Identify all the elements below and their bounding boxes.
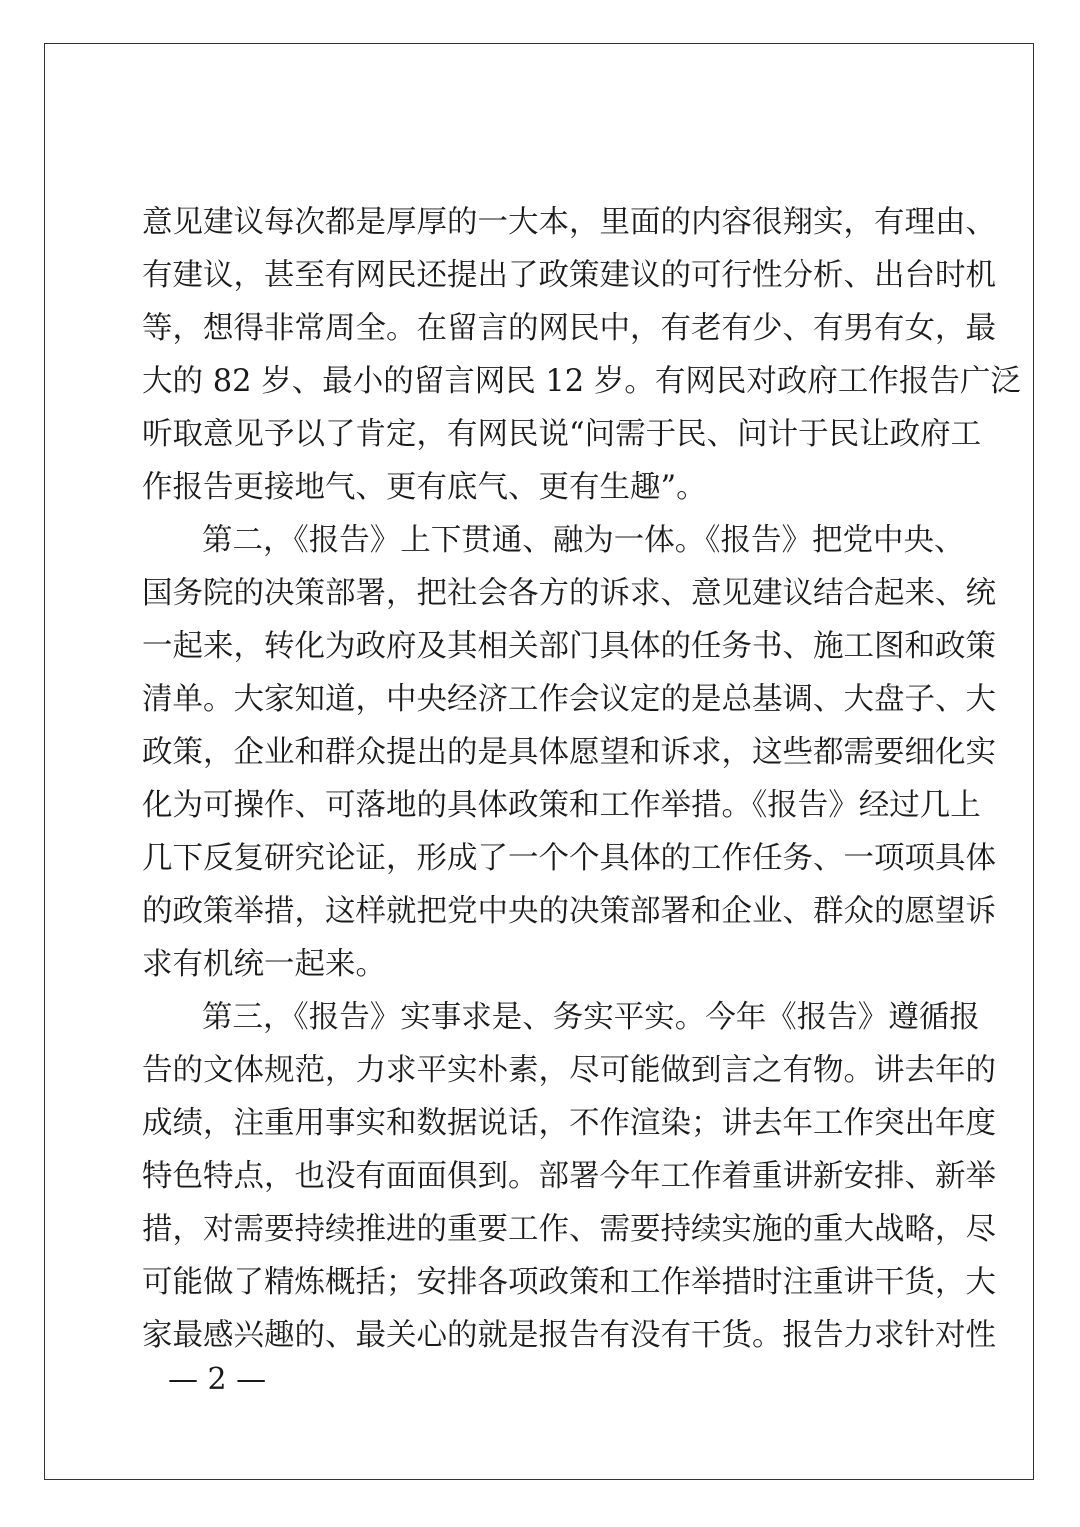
text-line: 成绩，注重用事实和数据说话，不作渲染；讲去年工作突出年度	[142, 1106, 996, 1141]
text-line: 可能做了精炼概括；安排各项政策和工作举措时注重讲干货，大	[142, 1265, 996, 1300]
paragraph-start-line: 第三，《报告》实事求是、务实平实。今年《报告》遵循报	[202, 1000, 980, 1035]
text-line: 一起来，转化为政府及其相关部门具体的任务书、施工图和政策	[142, 629, 996, 664]
text-line: 化为可操作、可落地的具体政策和工作举措。《报告》经过几上	[142, 788, 981, 823]
text-line: 的政策举措，这样就把党中央的决策部署和企业、群众的愿望诉	[142, 894, 996, 929]
text-line: 措，对需要持续推进的重要工作、需要持续实施的重大战略，尽	[142, 1212, 996, 1247]
text-line: 告的文体规范，力求平实朴素，尽可能做到言之有物。讲去年的	[142, 1053, 996, 1088]
text-line: 家最感兴趣的、最关心的就是报告有没有干货。报告力求针对性	[142, 1318, 996, 1353]
page-number: — 2 —	[168, 1362, 267, 1397]
text-line: 几下反复研究论证，形成了一个个具体的工作任务、一项项具体	[142, 841, 996, 876]
text-line: 听取意见予以了肯定，有网民说“问需于民、问计于民让政府工	[142, 417, 982, 452]
text-line: 国务院的决策部署，把社会各方的诉求、意见建议结合起来、统	[142, 576, 996, 611]
text-line: 作报告更接地气、更有底气、更有生趣”。	[142, 470, 707, 505]
text-line: 清单。大家知道，中央经济工作会议定的是总基调、大盘子、大	[142, 682, 996, 717]
paragraph-start-line: 第二，《报告》上下贯通、融为一体。《报告》把党中央、	[202, 523, 965, 558]
text-line: 求有机统一起来。	[142, 947, 386, 982]
text-line: 意见建议每次都是厚厚的一大本，里面的内容很翔实，有理由、	[142, 205, 996, 240]
text-line: 有建议，甚至有网民还提出了政策建议的可行性分析、出台时机	[142, 258, 996, 293]
text-line: 大的 82 岁、最小的留言网民 12 岁。有网民对政府工作报告广泛	[142, 364, 1021, 399]
text-line: 特色特点，也没有面面俱到。部署今年工作着重讲新安排、新举	[142, 1159, 996, 1194]
text-line: 等，想得非常周全。在留言的网民中，有老有少、有男有女，最	[142, 311, 996, 346]
text-line: 政策，企业和群众提出的是具体愿望和诉求，这些都需要细化实	[142, 735, 996, 770]
